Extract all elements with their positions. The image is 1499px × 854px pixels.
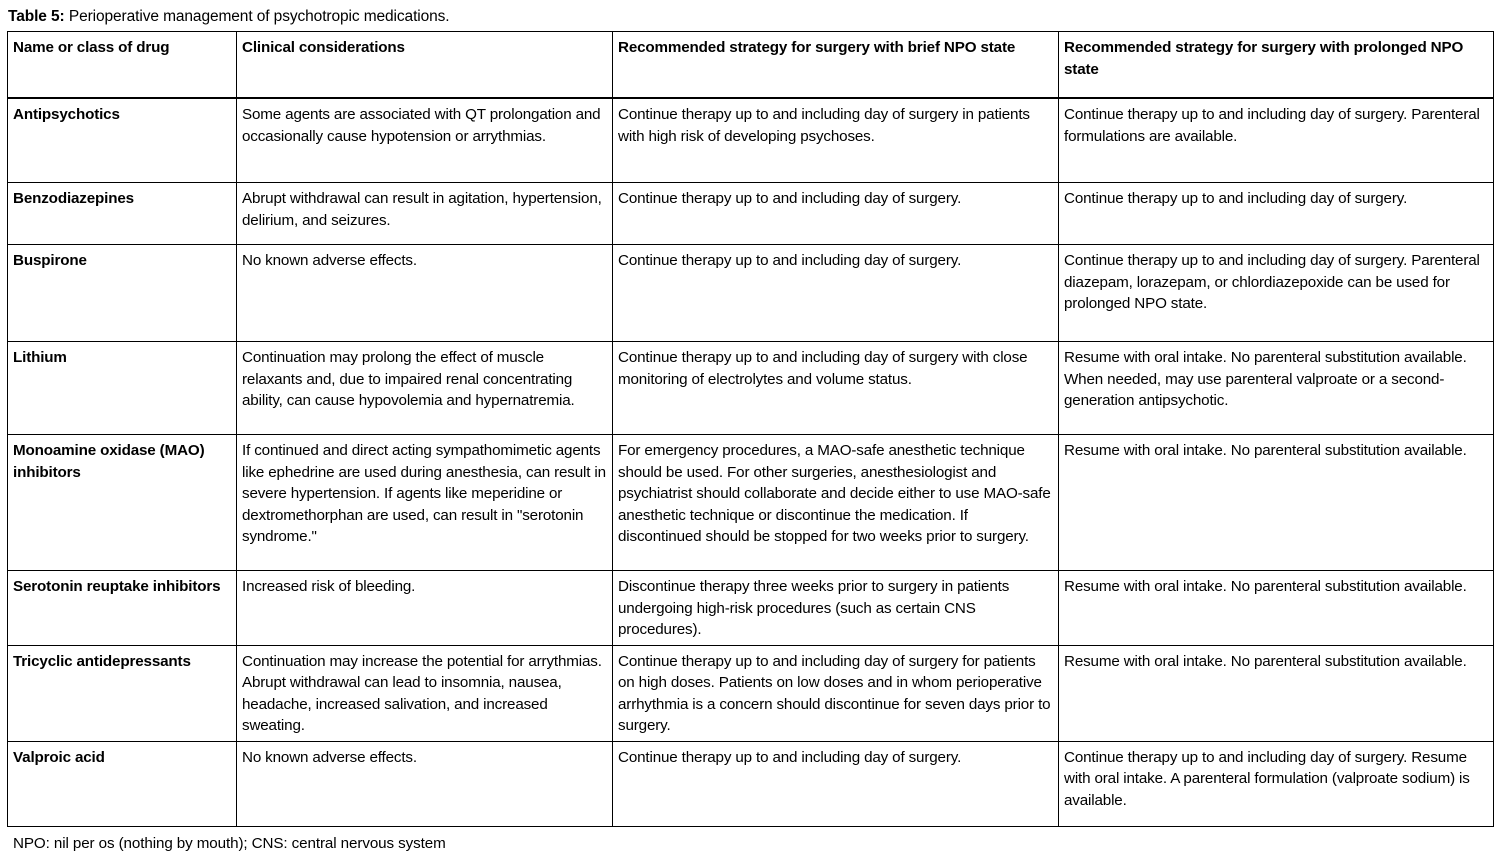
psychotropic-medication-table	[7, 31, 1494, 827]
table-row	[8, 645, 1494, 741]
cell-prolonged-npo: Continue therapy up to and including day of surgery. Resume with oral intake. A parenteral formulation (valproate sodium) is available.	[1059, 741, 1494, 826]
cell-drug: Tricyclic antidepressants	[8, 645, 237, 741]
cell-prolonged-npo: Continue therapy up to and including day of surgery. Parenteral formulations are available.	[1059, 98, 1494, 183]
table-row	[8, 435, 1494, 571]
table-row	[8, 342, 1494, 435]
cell-brief-npo: Continue therapy up to and including day of surgery.	[613, 183, 1059, 245]
table-caption-text: Perioperative management of psychotropic medications.	[64, 8, 450, 25]
cell-drug: Valproic acid	[8, 741, 237, 826]
cell-prolonged-npo: Continue therapy up to and including day of surgery. Parenteral diazepam, lorazepam, or chlordiazepoxide can be used for prolonged NPO state.	[1059, 245, 1494, 342]
column-header-prolonged-npo: Recommended strategy for surgery with prolonged NPO state	[1059, 32, 1494, 99]
table-row	[8, 98, 1494, 183]
table-row	[8, 741, 1494, 826]
column-header-clinical-considerations: Clinical considerations	[237, 32, 613, 99]
table-row	[8, 183, 1494, 245]
cell-drug: Benzodiazepines	[8, 183, 237, 245]
column-header-brief-npo: Recommended strategy for surgery with brief NPO state	[613, 32, 1059, 99]
cell-considerations: If continued and direct acting sympathomimetic agents like ephedrine are used during anesthesia, can result in severe hypertension. If agents like meperidine or dextromethorphan are used, can result in "serotonin syndrome."	[237, 435, 613, 571]
cell-drug: Buspirone	[8, 245, 237, 342]
cell-considerations: Continuation may prolong the effect of muscle relaxants and, due to impaired renal concentrating ability, can cause hypovolemia and hypernatremia.	[237, 342, 613, 435]
table-row	[8, 245, 1494, 342]
cell-considerations: Abrupt withdrawal can result in agitation, hypertension, delirium, and seizures.	[237, 183, 613, 245]
cell-prolonged-npo: Resume with oral intake. No parenteral substitution available.	[1059, 435, 1494, 571]
cell-brief-npo: Continue therapy up to and including day of surgery.	[613, 741, 1059, 826]
cell-brief-npo: Continue therapy up to and including day of surgery.	[613, 245, 1059, 342]
table-caption-label: Table 5:	[8, 8, 65, 25]
table-footnote: NPO: nil per os (nothing by mouth); CNS: central nervous system	[13, 834, 446, 852]
cell-considerations: Continuation may increase the potential for arrythmias. Abrupt withdrawal can lead to insomnia, nausea, headache, increased salivation, and increased sweating.	[237, 645, 613, 741]
table-body	[8, 98, 1494, 826]
cell-drug: Antipsychotics	[8, 98, 237, 183]
cell-considerations: No known adverse effects.	[237, 741, 613, 826]
cell-brief-npo: Continue therapy up to and including day of surgery with close monitoring of electrolytes and volume status.	[613, 342, 1059, 435]
cell-considerations: Some agents are associated with QT prolongation and occasionally cause hypotension or arrythmias.	[237, 98, 613, 183]
cell-prolonged-npo: Resume with oral intake. No parenteral substitution available.	[1059, 645, 1494, 741]
cell-considerations: No known adverse effects.	[237, 245, 613, 342]
cell-prolonged-npo: Continue therapy up to and including day of surgery.	[1059, 183, 1494, 245]
cell-prolonged-npo: Resume with oral intake. No parenteral substitution available. When needed, may use parenteral valproate or a second-generation antipsychotic.	[1059, 342, 1494, 435]
cell-brief-npo: Discontinue therapy three weeks prior to surgery in patients undergoing high-risk procedures (such as certain CNS procedures).	[613, 571, 1059, 646]
cell-brief-npo: For emergency procedures, a MAO-safe anesthetic technique should be used. For other surgeries, anesthesiologist and psychiatrist should collaborate and decide either to use MAO-safe anesthetic technique or discontinue the medication. If discontinued should be stopped for two weeks prior to surgery.	[613, 435, 1059, 571]
cell-considerations: Increased risk of bleeding.	[237, 571, 613, 646]
cell-brief-npo: Continue therapy up to and including day of surgery in patients with high risk of developing psychoses.	[613, 98, 1059, 183]
table-row	[8, 571, 1494, 646]
cell-drug: Serotonin reuptake inhibitors	[8, 571, 237, 646]
cell-brief-npo: Continue therapy up to and including day of surgery for patients on high doses. Patients on low doses and in whom perioperative arrhythmia is a concern should discontinue for seven days prior to surgery.	[613, 645, 1059, 741]
table-header-row	[8, 32, 1494, 99]
cell-drug: Lithium	[8, 342, 237, 435]
table-header	[8, 32, 1494, 99]
column-header-drug: Name or class of drug	[8, 32, 237, 99]
table-caption	[8, 7, 1493, 26]
cell-prolonged-npo: Resume with oral intake. No parenteral substitution available.	[1059, 571, 1494, 646]
cell-drug: Monoamine oxidase (MAO) inhibitors	[8, 435, 237, 571]
